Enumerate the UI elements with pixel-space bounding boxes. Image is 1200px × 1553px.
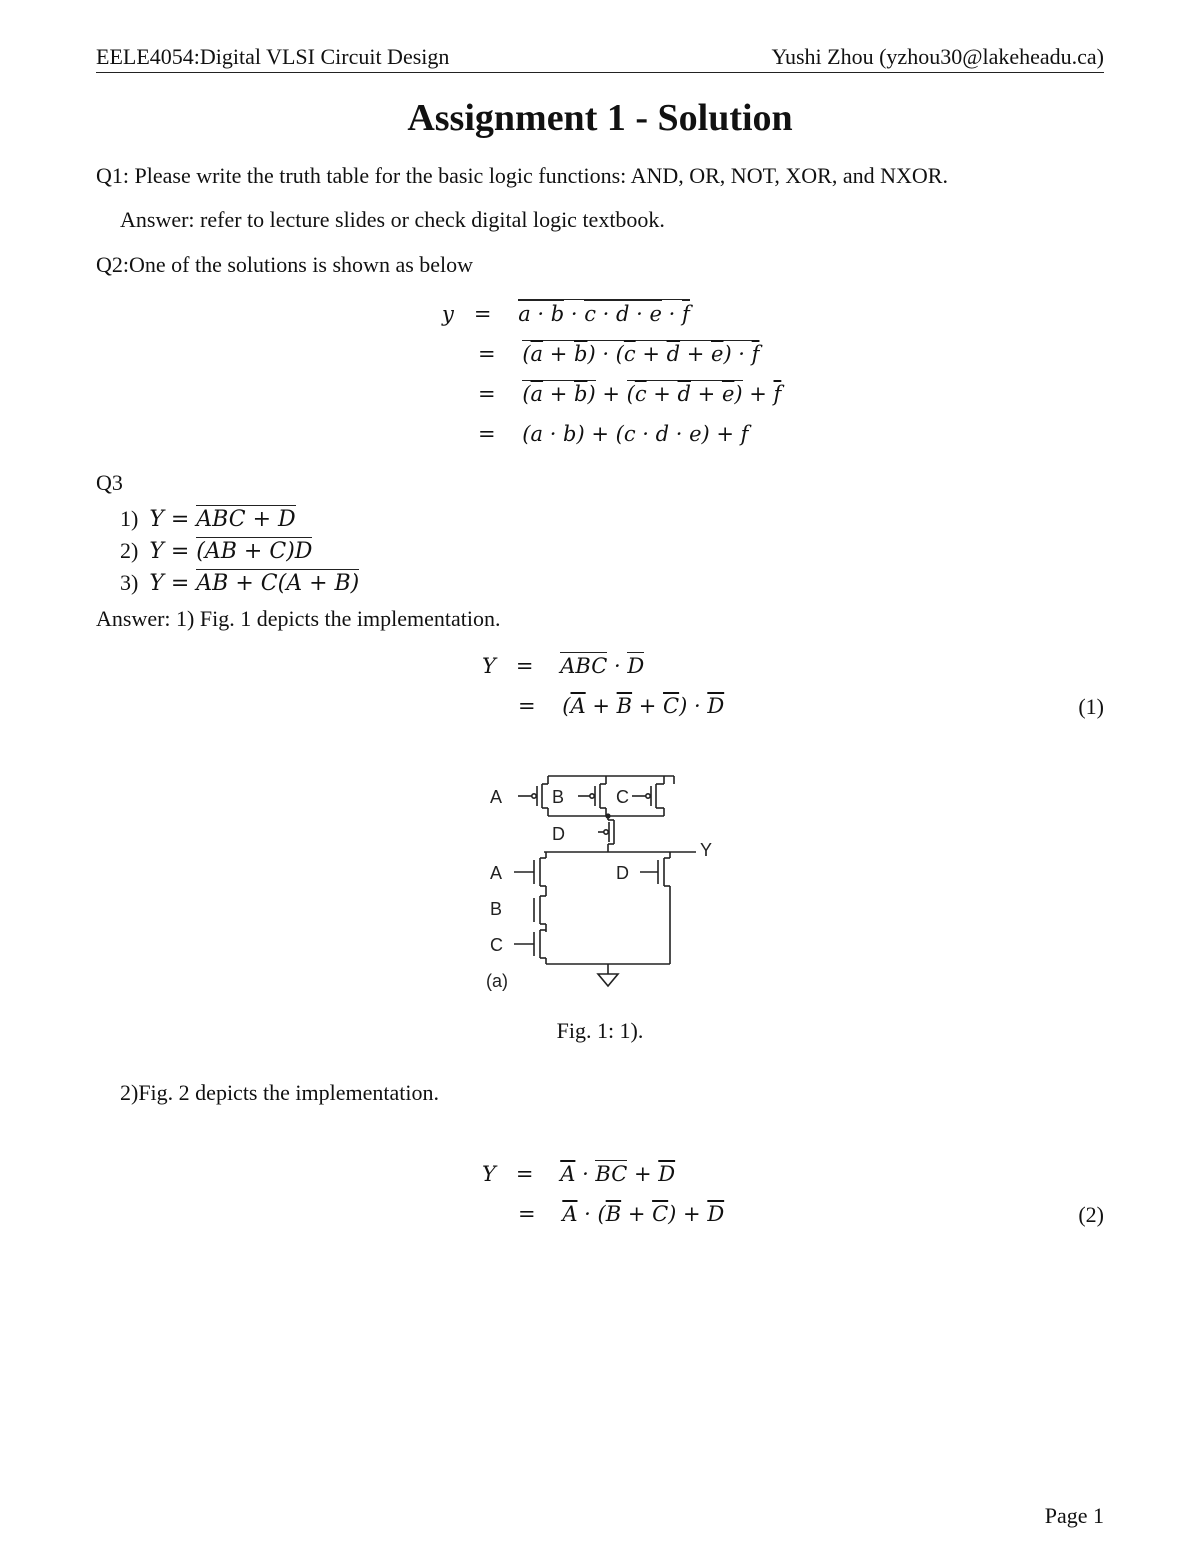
q3-item-2: 2) Y = (AB + C)D <box>120 538 313 564</box>
fig-label-b-bot: B <box>490 899 503 919</box>
q2-line-1: y = a · b · c · d · e · f <box>442 302 690 326</box>
document-title: Assignment 1 - Solution <box>407 97 793 139</box>
q1-answer: Answer: refer to lecture slides or check digital logic textbook. <box>120 207 665 232</box>
eq2-line-2: = $\overline{A} \cdot (\overline{B} + \overline{C}) + \overline{D}$ <box>518 1202 725 1226</box>
fig-sublabel: (a) <box>486 971 508 991</box>
q3-answer-2: 2)Fig. 2 depicts the implementation. <box>120 1080 439 1105</box>
fig-label-y: Y <box>700 840 713 860</box>
page-header <box>96 44 1104 73</box>
q3-label: Q3 <box>96 470 123 495</box>
author-info: Yushi Zhou (yzhou30@lakeheadu.ca) <box>771 44 1104 69</box>
q2-line-4: = (a · b) + (c · d · e) + f <box>478 422 749 446</box>
figure-1-circuit <box>470 760 750 1000</box>
q1-question: Q1: Please write the truth table for the basic logic functions: AND, OR, NOT, XOR, and NXOR. <box>96 163 948 188</box>
eq1-line-2: = $(\overline{A} + \overline{B} + \overline{C}) \cdot \overline{D}$ <box>518 694 725 718</box>
eq1-line-1: Y = ABC · D <box>482 654 645 678</box>
q2-intro: Q2:One of the solutions is shown as below <box>96 252 474 277</box>
eq2-number: (2) <box>1078 1202 1104 1227</box>
fig-label-a-bot: A <box>490 863 503 883</box>
fig-label-b-top: B <box>552 787 565 807</box>
cmos-schematic <box>470 760 750 1000</box>
figure-1-caption: Fig. 1: 1). <box>556 1018 644 1043</box>
q2-line-2: = $(\overline{a} + \overline{b}) \cdot (\overline{c} + \overline{d} + \overline{e}) \cdot \overline{f}$ <box>478 342 760 366</box>
q3-answer-1: Answer: 1) Fig. 1 depicts the implementation. <box>96 606 501 631</box>
fig-label-d-top: D <box>552 824 565 844</box>
fig-label-a-top: A <box>490 787 503 807</box>
eq1-number: (1) <box>1078 694 1104 719</box>
fig-label-d-bot: D <box>616 863 629 883</box>
eq2-line-1: Y = $\overline{A}$ · BC + $\overline{D}$ <box>482 1162 676 1186</box>
fig-label-c-top: C <box>616 787 629 807</box>
course-title: EELE4054:Digital VLSI Circuit Design <box>96 44 450 69</box>
q3-item-3: 3) Y = AB + C(A + B) <box>120 570 360 596</box>
fig-label-c-bot: C <box>490 935 503 955</box>
page-number: Page 1 <box>1044 1503 1104 1528</box>
q2-line-3: = $(\overline{a} + \overline{b}) + (\overline{c} + \overline{d} + \overline{e}) + \overline{f}$ <box>478 382 782 406</box>
q3-item-1: 1) Y = ABC + D <box>120 506 296 532</box>
